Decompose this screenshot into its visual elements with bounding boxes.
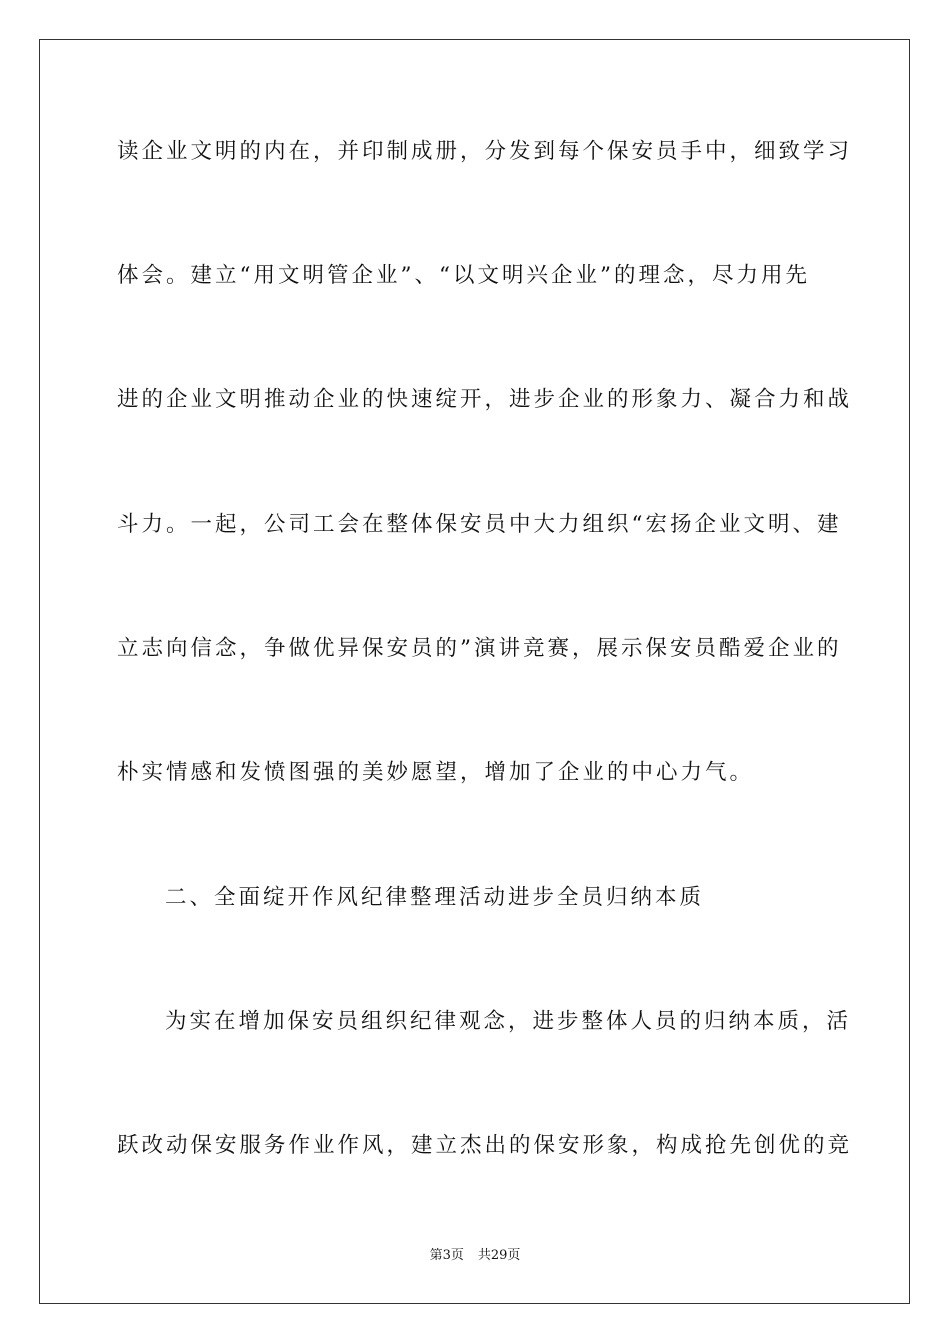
body-text-line-2: 体会。建立“用文明管企业”、“以文明兴企业”的理念，尽力用先	[117, 263, 810, 288]
page-total: 共29页	[477, 1248, 521, 1263]
section-heading: 二、全面绽开作风纪律整理活动进步全员归纳本质	[165, 885, 705, 910]
page-footer	[0, 1247, 950, 1265]
page-number: 第3页	[429, 1248, 464, 1263]
body-text-line-6: 朴实情感和发愤图强的美妙愿望，增加了企业的中心力气。	[117, 760, 755, 785]
body-text-line-4: 斗力。一起，公司工会在整体保安员中大力组织“宏扬企业文明、建	[117, 512, 842, 537]
body-text-line-9: 跃改动保安服务作业作风，建立杰出的保安形象，构成抢先创优的竞	[117, 1133, 853, 1158]
page-border	[39, 39, 910, 1304]
body-text-line-3: 进的企业文明推动企业的快速绽开，进步企业的形象力、凝合力和战	[117, 387, 853, 412]
body-text-line-1: 读企业文明的内在，并印制成册，分发到每个保安员手中，细致学习	[117, 139, 853, 164]
body-text-line-5: 立志向信念，争做优异保安员的”演讲竞赛，展示保安员酷爱企业的	[117, 636, 842, 661]
body-text-line-8: 为实在增加保安员组织纪律观念，进步整体人员的归纳本质，活	[165, 1009, 852, 1034]
